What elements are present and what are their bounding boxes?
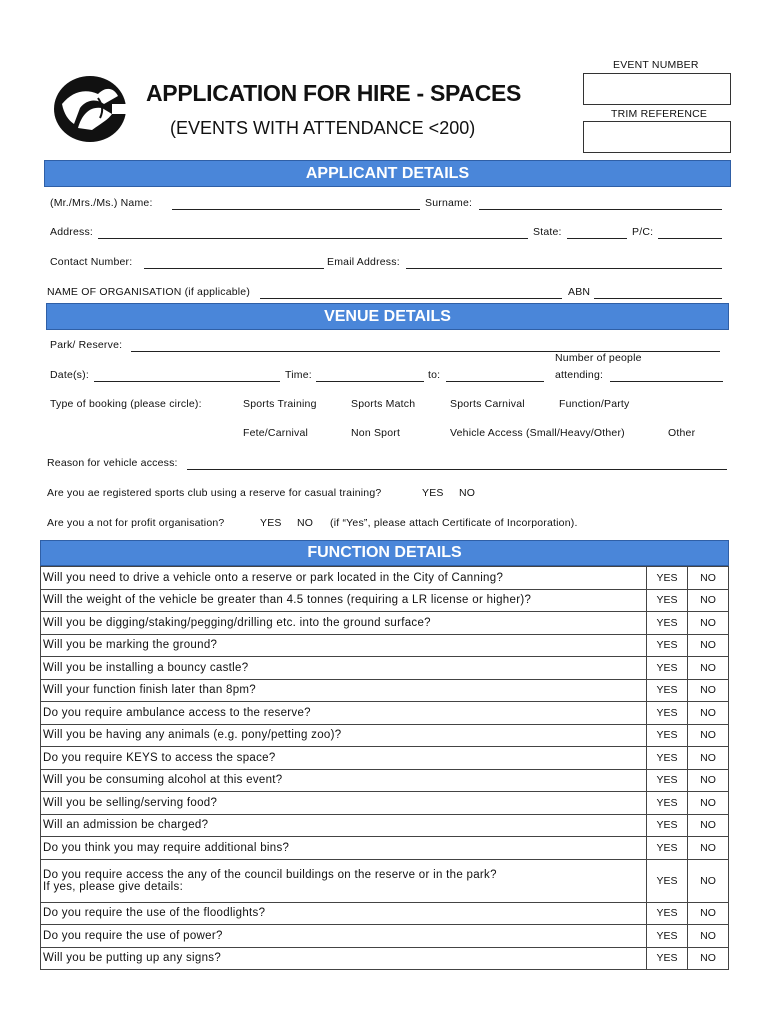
no-option[interactable]: NO (688, 837, 729, 860)
table-row (41, 902, 729, 925)
applicant-details-heading: APPLICANT DETAILS (44, 160, 731, 187)
yes-option[interactable]: YES (647, 859, 688, 902)
table-row (41, 567, 729, 590)
question-text (41, 859, 647, 902)
venue-details-heading: VENUE DETAILS (46, 303, 729, 330)
no-option[interactable]: NO (688, 589, 729, 612)
contact-number-label: Contact Number: (50, 256, 133, 268)
table-row (41, 925, 729, 948)
table-row (41, 792, 729, 815)
question-text: Do you require the use of power? (41, 925, 647, 948)
question-text: Will you be consuming alcohol at this event? (41, 769, 647, 792)
question-text: Will your function finish later than 8pm? (41, 679, 647, 702)
page-subtitle: (EVENTS WITH ATTENDANCE <200) (170, 118, 476, 138)
question-text: Do you require the use of the floodlights? (41, 902, 647, 925)
option-sports-match[interactable]: Sports Match (351, 398, 416, 410)
trim-reference-label: TRIM REFERENCE (611, 108, 708, 120)
question-text: Will you be selling/serving food? (41, 792, 647, 815)
yes-option[interactable]: YES (647, 634, 688, 657)
no-option[interactable]: NO (688, 702, 729, 725)
give-details-prompt: If yes, please give details: (43, 880, 184, 893)
yes-option[interactable]: YES (647, 657, 688, 680)
yes-option[interactable]: YES (647, 679, 688, 702)
surname-label: Surname: (425, 197, 473, 209)
email-field[interactable] (406, 268, 722, 269)
option-sports-training[interactable]: Sports Training (243, 398, 317, 410)
option-other[interactable]: Other (668, 427, 696, 439)
option-fete-carnival[interactable]: Fete/Carnival (243, 427, 309, 439)
name-label: (Mr./Mrs./Ms.) Name: (50, 197, 153, 209)
table-row (41, 679, 729, 702)
organisation-label: NAME OF ORGANISATION (if applicable) (47, 286, 251, 298)
table-row (41, 657, 729, 680)
yes-option[interactable]: YES (647, 925, 688, 948)
table-row (41, 589, 729, 612)
table-row (41, 859, 729, 902)
event-number-field[interactable] (583, 73, 731, 105)
park-reserve-label: Park/ Reserve: (50, 339, 123, 351)
option-non-sport[interactable]: Non Sport (351, 427, 401, 439)
no-option[interactable]: NO (688, 814, 729, 837)
state-label: State: (533, 226, 562, 238)
no-option[interactable]: NO (688, 859, 729, 902)
name-field[interactable] (172, 209, 420, 210)
sports-club-no[interactable]: NO (459, 487, 476, 499)
postcode-field[interactable] (658, 238, 722, 239)
yes-option[interactable]: YES (647, 837, 688, 860)
abn-label: ABN (568, 286, 591, 298)
table-row (41, 724, 729, 747)
question-text: Do you think you may require additional bins? (41, 837, 647, 860)
yes-option[interactable]: YES (647, 724, 688, 747)
event-number-label: EVENT NUMBER (613, 59, 699, 71)
not-for-profit-yes[interactable]: YES (260, 517, 282, 529)
attendance-field[interactable] (610, 381, 723, 382)
yes-option[interactable]: YES (647, 702, 688, 725)
question-text: Do you require KEYS to access the space? (41, 747, 647, 770)
no-option[interactable]: NO (688, 724, 729, 747)
no-option[interactable]: NO (688, 902, 729, 925)
time-from-field[interactable] (316, 381, 424, 382)
yes-option[interactable]: YES (647, 902, 688, 925)
yes-option[interactable]: YES (647, 769, 688, 792)
yes-option[interactable]: YES (647, 814, 688, 837)
table-row (41, 947, 729, 970)
trim-reference-field[interactable] (583, 121, 731, 153)
email-label: Email Address: (327, 256, 400, 268)
yes-option[interactable]: YES (647, 612, 688, 635)
question-text: Will you be putting up any signs? (41, 947, 647, 970)
question-text: Will an admission be charged? (41, 814, 647, 837)
table-row (41, 814, 729, 837)
city-logo (52, 74, 130, 144)
not-for-profit-question: Are you a not for profit organisation? (47, 517, 225, 529)
no-option[interactable]: NO (688, 792, 729, 815)
page-title: APPLICATION FOR HIRE - SPACES (146, 80, 522, 106)
table-row (41, 612, 729, 635)
table-row (41, 837, 729, 860)
number-of-people-label: Number of people (555, 352, 642, 364)
no-option[interactable]: NO (688, 747, 729, 770)
yes-option[interactable]: YES (647, 947, 688, 970)
no-option[interactable]: NO (688, 947, 729, 970)
question-text: Will you need to drive a vehicle onto a reserve or park located in the City of Canning? (41, 567, 647, 590)
option-vehicle-access[interactable]: Vehicle Access (Small/Heavy/Other) (450, 427, 625, 439)
no-option[interactable]: NO (688, 925, 729, 948)
surname-field[interactable] (479, 209, 722, 210)
booking-type-label: Type of booking (please circle): (50, 398, 202, 410)
function-details-heading: FUNCTION DETAILS (40, 540, 729, 566)
incorporation-note: (if “Yes”, please attach Certificate of Incorporation). (330, 517, 578, 529)
dates-field[interactable] (94, 381, 280, 382)
state-field[interactable] (567, 238, 627, 239)
no-option[interactable]: NO (688, 634, 729, 657)
yes-option[interactable]: YES (647, 567, 688, 590)
time-label: Time: (285, 369, 312, 381)
no-option[interactable]: NO (688, 679, 729, 702)
yes-option[interactable]: YES (647, 792, 688, 815)
address-label: Address: (50, 226, 94, 238)
attending-label: attending: (555, 369, 604, 381)
no-option[interactable]: NO (688, 657, 729, 680)
question-text: Will you be digging/staking/pegging/drilling etc. into the ground surface? (41, 612, 647, 635)
contact-number-field[interactable] (144, 268, 324, 269)
question-text: Will the weight of the vehicle be greater than 4.5 tonnes (requiring a LR license or higher)? (41, 589, 647, 612)
table-row (41, 702, 729, 725)
no-option[interactable]: NO (688, 612, 729, 635)
question-text: Will you be installing a bouncy castle? (41, 657, 647, 680)
table-row (41, 634, 729, 657)
vehicle-reason-label: Reason for vehicle access: (47, 457, 178, 469)
dates-label: Date(s): (50, 369, 89, 381)
address-field[interactable] (98, 238, 528, 239)
function-questions-table (40, 566, 729, 970)
no-option[interactable]: NO (688, 769, 729, 792)
yes-option[interactable]: YES (647, 747, 688, 770)
organisation-field[interactable] (260, 298, 562, 299)
pc-label: P/C: (632, 226, 654, 238)
not-for-profit-no[interactable]: NO (297, 517, 314, 529)
table-row (41, 747, 729, 770)
question-text: Do you require ambulance access to the reserve? (41, 702, 647, 725)
sports-club-question: Are you ae registered sports club using a reserve for casual training? (47, 487, 382, 499)
council-buildings-question: Do you require access the any of the council buildings on the reserve or in the park? (43, 868, 497, 881)
time-to-label: to: (428, 369, 441, 381)
question-text: Will you be marking the ground? (41, 634, 647, 657)
abn-field[interactable] (594, 298, 722, 299)
no-option[interactable]: NO (688, 567, 729, 590)
vehicle-reason-field[interactable] (187, 469, 727, 470)
yes-option[interactable]: YES (647, 589, 688, 612)
time-to-field[interactable] (446, 381, 544, 382)
table-row (41, 769, 729, 792)
question-text: Will you be having any animals (e.g. pony/petting zoo)? (41, 724, 647, 747)
option-sports-carnival[interactable]: Sports Carnival (450, 398, 525, 410)
option-function-party[interactable]: Function/Party (559, 398, 630, 410)
sports-club-yes[interactable]: YES (422, 487, 444, 499)
